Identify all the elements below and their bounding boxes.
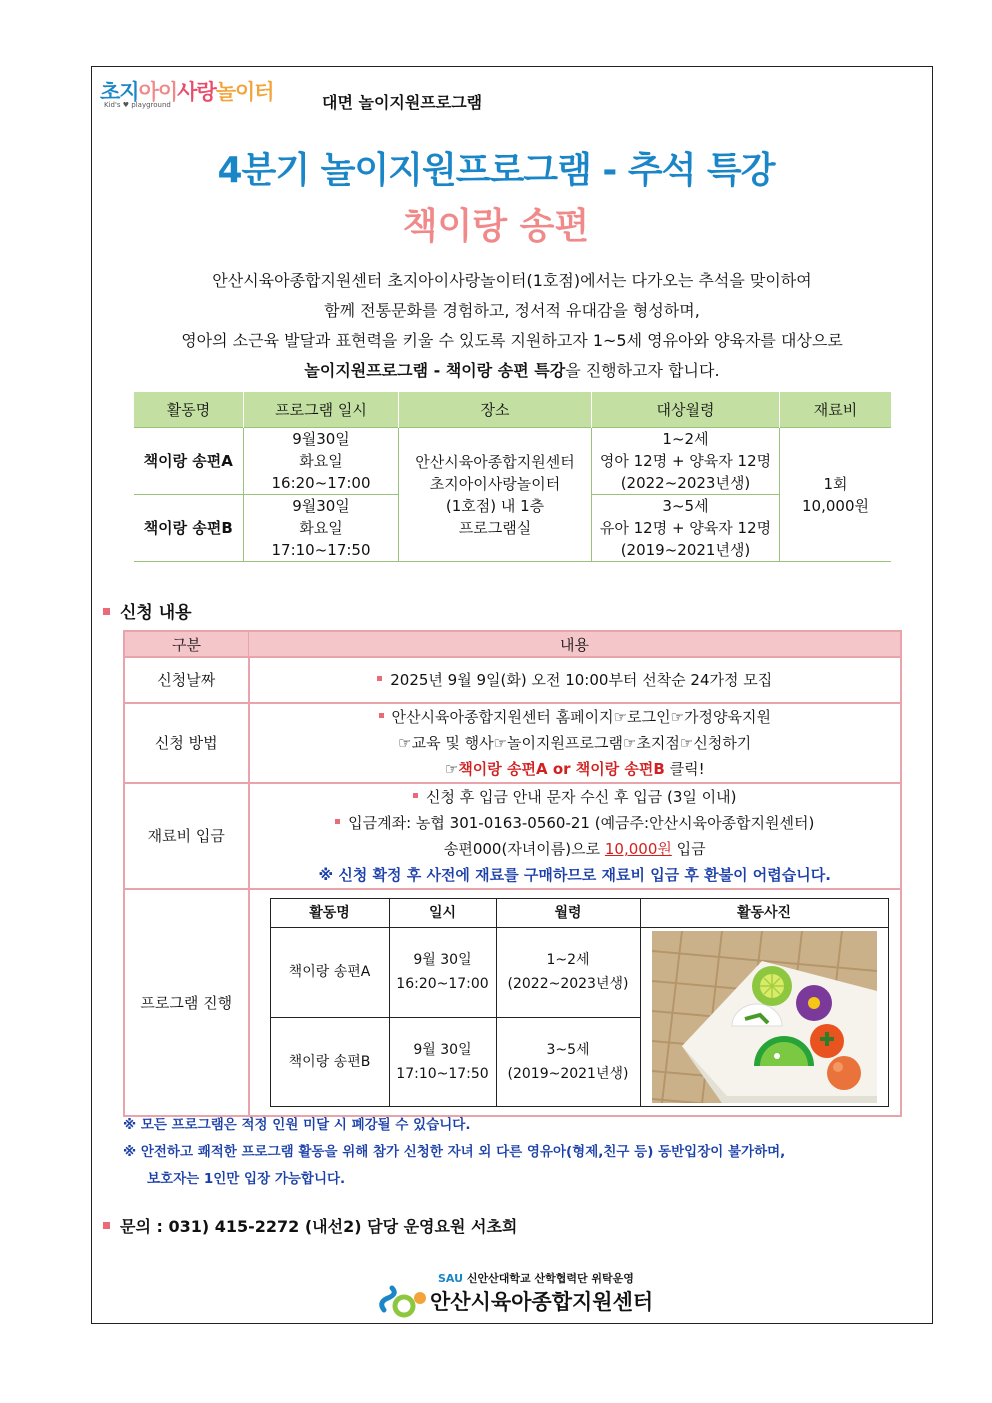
apply-header-row [124, 631, 901, 657]
row-label: 프로그램 진행 [124, 889, 249, 1116]
intro-paragraph [96, 266, 928, 386]
fee-line [250, 810, 901, 836]
day: 화요일 [299, 452, 343, 470]
row-value [249, 889, 902, 1116]
bullet-square-icon [103, 608, 110, 615]
col-header: 활동사진 [640, 899, 888, 928]
method-suffix: 클릭! [664, 760, 705, 778]
fee-line: 10,000원 [802, 496, 869, 515]
schedule-table [133, 392, 891, 562]
col-header: 내용 [249, 631, 902, 657]
fee-text: 송편000(자녀이름)으로 [443, 840, 605, 858]
method-line [250, 756, 901, 782]
col-header: 대상월령 [592, 392, 780, 428]
activity-datetime [244, 495, 399, 562]
target-age [592, 428, 780, 495]
activity-datetime [389, 1017, 496, 1107]
col-header: 월령 [496, 899, 640, 928]
table-row [124, 657, 901, 703]
contact-info [103, 1214, 517, 1237]
apply-heading-text: 신청 내용 [120, 603, 192, 623]
page-title: 4분기 놀이지원프로그램 - 추석 특강 [217, 150, 775, 191]
note: 보호자는 1인만 입장 가능합니다. [147, 1171, 346, 1187]
method-line [250, 704, 901, 730]
progress-table [270, 898, 889, 1107]
place-cell [399, 428, 592, 562]
time: 17:10~17:50 [396, 1065, 489, 1082]
logo-text: 초지아이사랑놀이터 [100, 80, 274, 104]
row-label: 재료비 입금 [124, 783, 249, 889]
pointer: ☞ [444, 760, 459, 778]
bullet-icon [413, 793, 418, 798]
years: (2022~2023년생) [620, 474, 751, 492]
program-type: 대면 놀이지원프로그램 [322, 93, 483, 112]
progress-header-row [270, 899, 888, 928]
col-header: 장소 [399, 392, 592, 428]
fee-line [250, 836, 901, 862]
fee-cell [780, 428, 892, 562]
logo [100, 76, 310, 112]
intro-rest: 을 진행하고자 합니다. [565, 361, 720, 380]
fee-amount: 10,000원 [604, 840, 672, 858]
method-line: ☞교육 및 행사☞놀이지원프로그램☞초지점☞신청하기 [398, 734, 752, 752]
activity-photo-cell [640, 928, 888, 1107]
intro-line [96, 356, 928, 386]
bullet-icon [379, 713, 384, 718]
activity-name: 책이랑 송편A [134, 428, 244, 495]
intro-bold: 놀이지원프로그램 - 책이랑 송편 특강 [304, 361, 566, 380]
date: 9월 30일 [413, 1041, 472, 1058]
apply-table [123, 630, 902, 1117]
years: (2019~2021년생) [620, 541, 751, 559]
activity-name: 책이랑 송편B [270, 1017, 389, 1107]
table-row [124, 703, 901, 783]
table-row [270, 928, 888, 1018]
activity-datetime [244, 428, 399, 495]
time: 16:20~17:00 [396, 976, 489, 993]
day: 화요일 [299, 519, 343, 537]
method-text: 안산시육아종합지원센터 홈페이지☞로그인☞가정양육지원 [391, 708, 771, 726]
table-row [124, 783, 901, 889]
table-row [134, 428, 892, 495]
age: 1~2세 [662, 430, 709, 448]
row-value [249, 657, 902, 703]
activity-age [496, 928, 640, 1018]
age: 1~2세 [546, 952, 590, 969]
footer-center-name: 안산시육아종합지원센터 [430, 1290, 654, 1314]
row-label: 신청날짜 [124, 657, 249, 703]
time: 16:20~17:00 [271, 474, 371, 492]
date: 9월30일 [292, 497, 350, 515]
col-header: 활동명 [270, 899, 389, 928]
apply-heading [103, 598, 192, 623]
fee-line: 1회 [823, 474, 848, 493]
center-logo-icon [376, 1284, 430, 1320]
quota: 유아 12명 + 양육자 12명 [599, 519, 772, 537]
intro-line: 안산시육아종합지원센터 초지아이사랑놀이터(1호점)에서는 다가오는 추석을 맞이하여 [212, 271, 812, 290]
col-header: 프로그램 일시 [244, 392, 399, 428]
activity-name: 책이랑 송편A [270, 928, 389, 1018]
row-value [249, 783, 902, 889]
fee-warning: ※ 신청 확정 후 사전에 재료를 구매하므로 재료비 입금 후 환불이 어렵습니다. [318, 866, 831, 884]
intro-line: 함께 전통문화를 경험하고, 정서적 유대감을 형성하며, [324, 301, 700, 320]
note: ※ 모든 프로그램은 적정 인원 미달 시 폐강될 수 있습니다. [123, 1117, 471, 1133]
date: 9월30일 [292, 430, 350, 448]
quota: 영아 12명 + 양육자 12명 [599, 452, 772, 470]
org-line: 신안산대학교 산학협력단 위탁운영 [466, 1272, 634, 1285]
years: (2019~2021년생) [507, 1065, 629, 1082]
place-line: 프로그램실 [458, 518, 532, 537]
place-line: (1호점) 내 1층 [445, 496, 545, 515]
col-header: 활동명 [134, 392, 244, 428]
sau-logo-text: SAU [438, 1272, 464, 1285]
row-value [249, 703, 902, 783]
intro-line: 영아의 소근육 발달과 표현력을 키울 수 있도록 지원하고자 1~5세 영유아와 양육자를 대상으로 [181, 331, 843, 350]
age: 3~5세 [546, 1041, 590, 1058]
fee-line [250, 784, 901, 810]
notes [123, 1112, 785, 1193]
note: ※ 안전하고 쾌적한 프로그램 활동을 위해 참가 신청한 자녀 외 다른 영유아(형제,친구 등) 동반입장이 불가하며, [123, 1144, 786, 1160]
age: 3~5세 [662, 497, 709, 515]
activity-datetime [389, 928, 496, 1018]
contact-text: 문의 : 031) 415-2272 (내선2) 담당 운영요원 서초희 [120, 1217, 518, 1236]
row-label: 신청 방법 [124, 703, 249, 783]
time: 17:10~17:50 [271, 541, 371, 559]
method-highlight: 책이랑 송편A or 책이랑 송편B [458, 760, 665, 778]
activity-age [496, 1017, 640, 1107]
date-value: 2025년 9월 9일(화) 오전 10:00부터 선착순 24가정 모집 [390, 671, 773, 689]
bullet-icon [335, 819, 340, 824]
footer-org [438, 1270, 634, 1286]
table-row [124, 889, 901, 1116]
fee-text: 입금계좌: 농협 301-0163-0560-21 (예금주:안산시육아종합지원센터) [348, 814, 815, 832]
page-subtitle: 책이랑 송편 [402, 206, 590, 247]
col-header: 재료비 [780, 392, 892, 428]
col-header: 일시 [389, 899, 496, 928]
place-line: 안산시육아종합지원센터 [415, 452, 575, 471]
target-age [592, 495, 780, 562]
bullet-icon [377, 676, 382, 681]
bullet-square-icon [103, 1222, 110, 1229]
years: (2022~2023년생) [507, 976, 629, 993]
place-line: 초지아이사랑놀이터 [429, 474, 561, 493]
logo-sub: Kid's ♥ playground [104, 101, 171, 109]
fee-text: 입금 [671, 840, 706, 858]
activity-name: 책이랑 송편B [134, 495, 244, 562]
date: 9월 30일 [413, 952, 472, 969]
col-header: 구분 [124, 631, 249, 657]
schedule-header-row [134, 392, 892, 428]
fee-text: 신청 후 입금 안내 문자 수신 후 입금 (3일 이내) [426, 788, 737, 806]
songpyeon-photo [652, 931, 877, 1103]
